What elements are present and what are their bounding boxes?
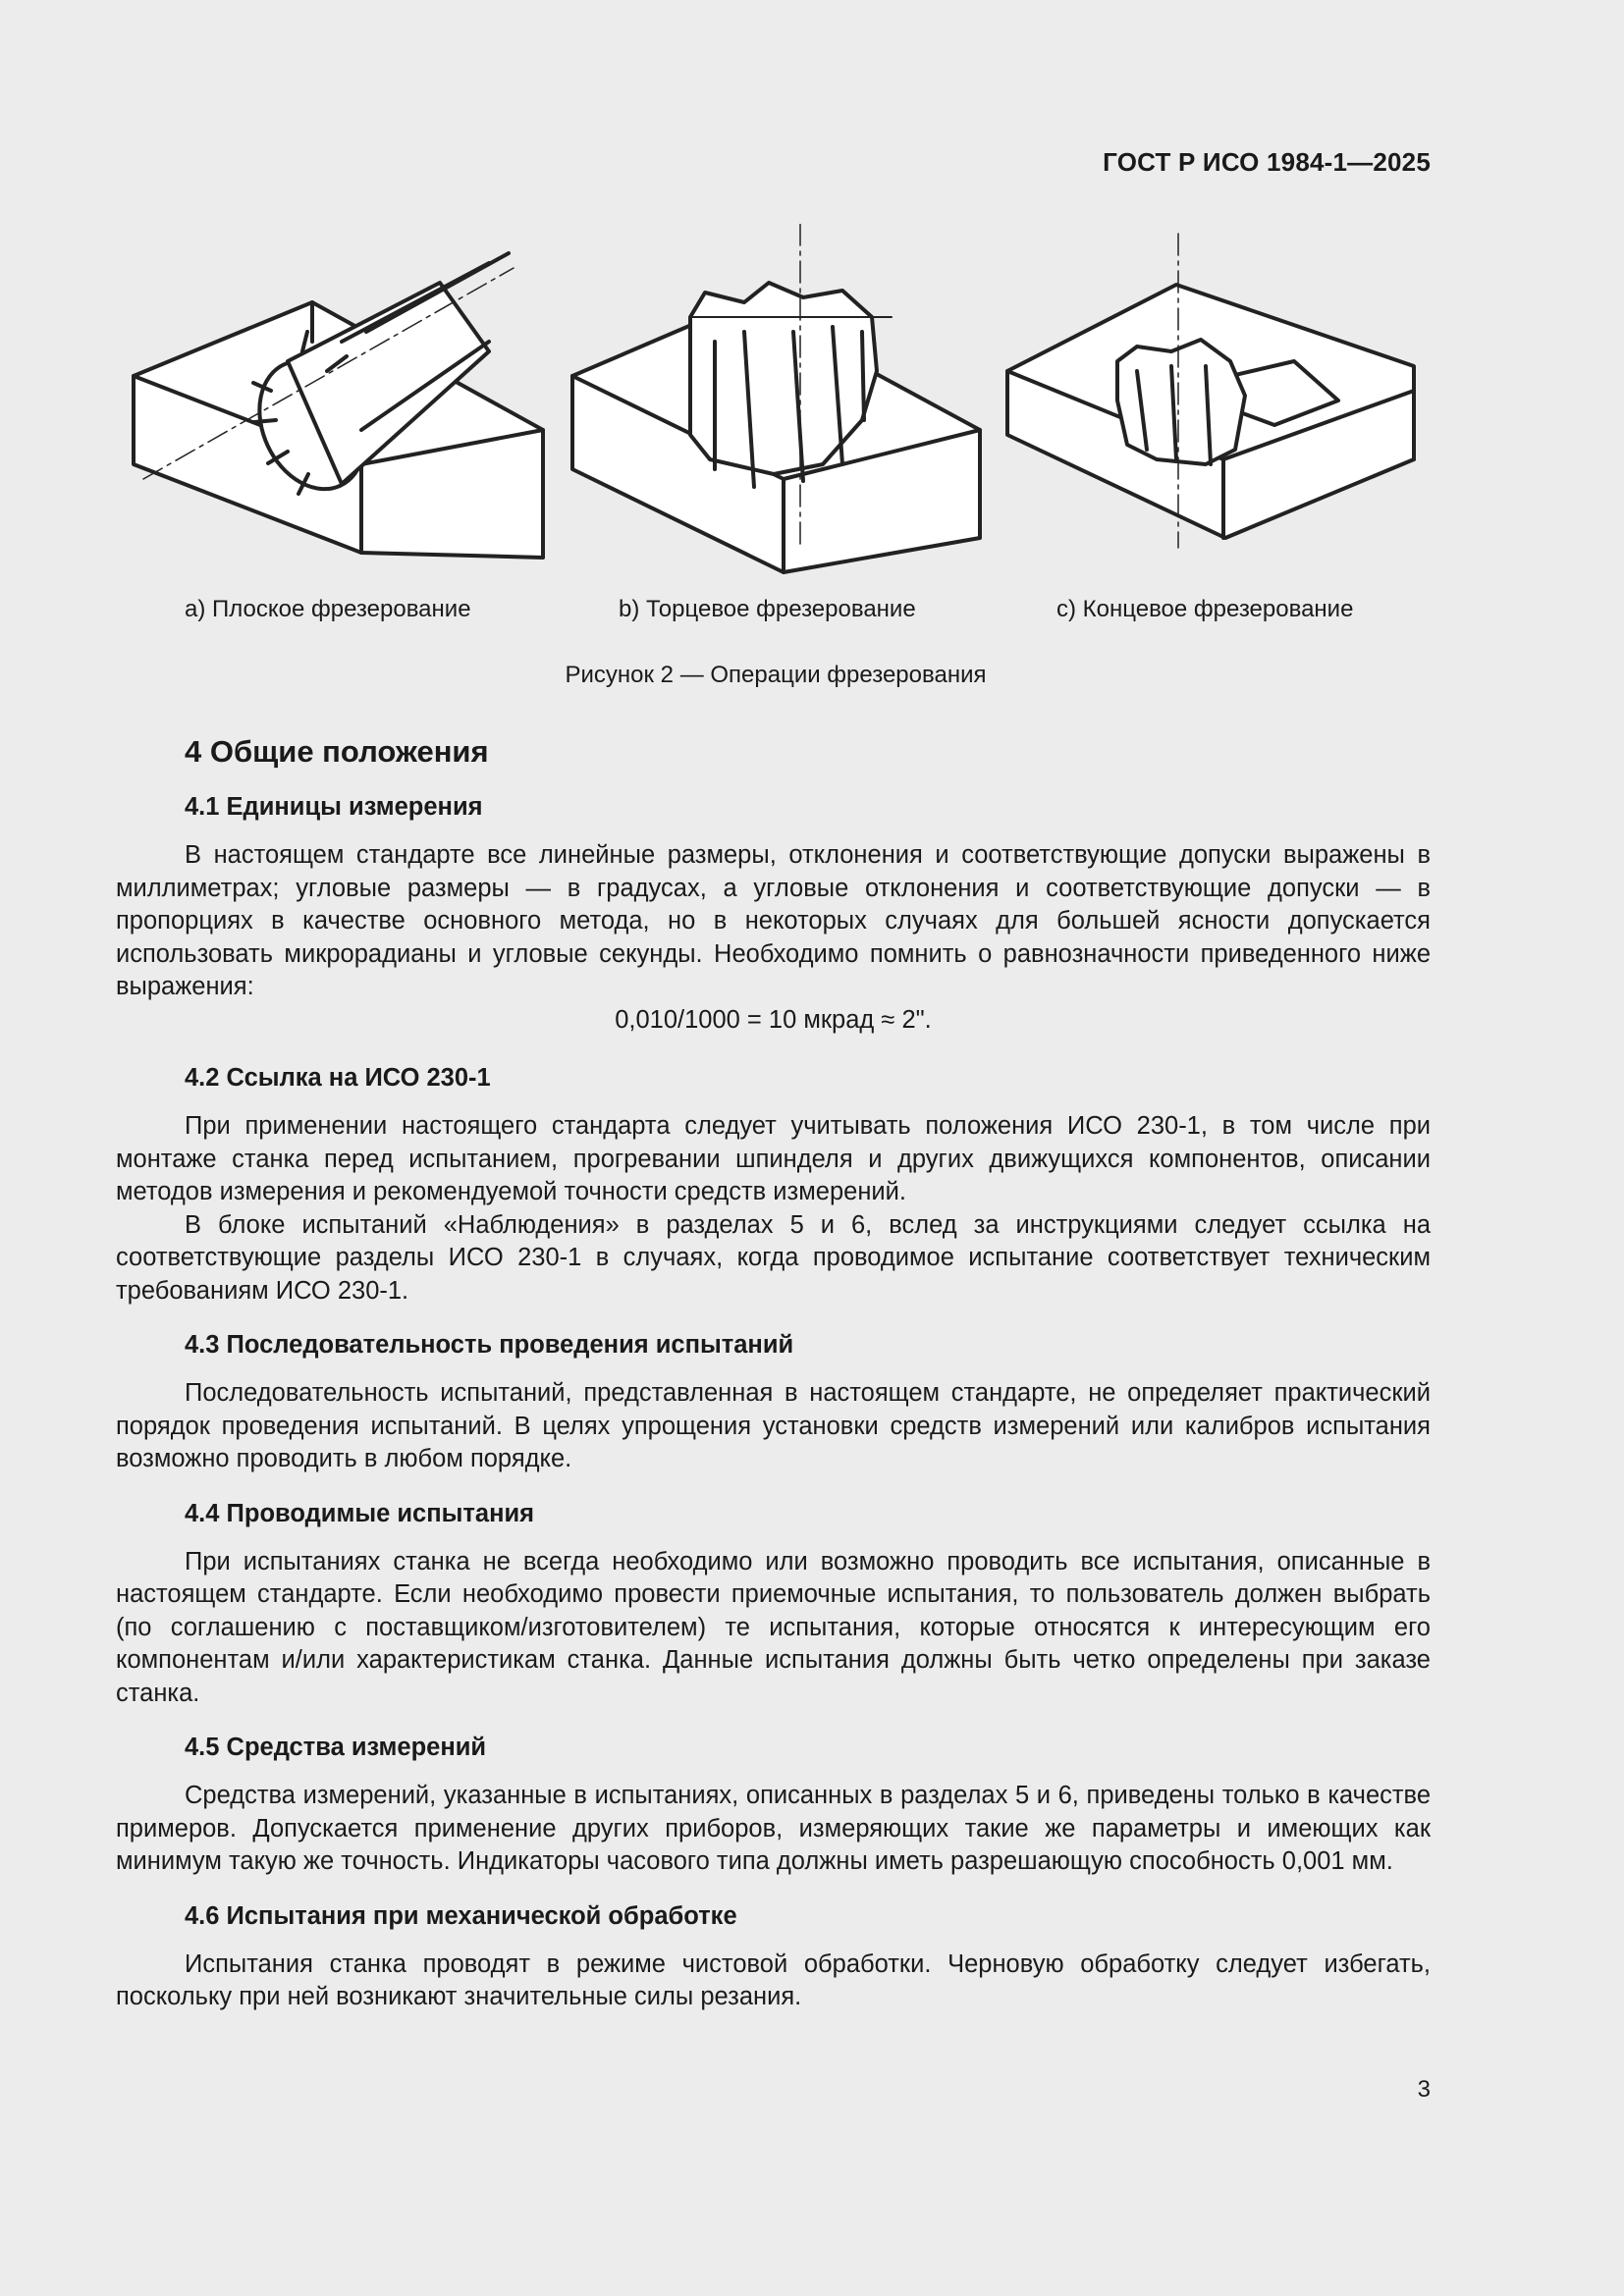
subsection-4-2 (116, 1062, 1431, 1308)
figure-title: Рисунок 2 — Операции фрезерования (565, 662, 987, 688)
paragraph: При применении настоящего стандарта следует учитывать положения ИСО 230-1, в том числе при монтаже станка перед испытанием, прогревании шпинделя и других движущихся компонентов, описании методов измерения и рекомендуемой точности средств измерений. (116, 1112, 1431, 1205)
caption-end-milling: c) Концевое фрезерование (1056, 596, 1354, 622)
caption-face-milling: b) Торцевое фрезерование (619, 596, 916, 622)
paragraph: Испытания станка проводят в режиме чистовой обработки. Черновую обработку следует избегать, поскольку при ней возникают значительные силы резания. (116, 1949, 1431, 2010)
caption-plain-milling: a) Плоское фрезерование (185, 596, 471, 622)
formula: 0,010/1000 = 10 мкрад ≈ 2". (615, 1005, 932, 1034)
document-body (116, 726, 1431, 2036)
end-milling-drawing (1007, 234, 1414, 548)
subsection-title: 4.5 Средства измерений (185, 1734, 487, 1761)
paragraph: При испытаниях станка не всегда необходимо или возможно проводить все испытания, описанные в настоящем стандарте. Если необходимо провести приемочные испытания, то пользователь должен выбрать (по соглашению с поставщиком/изготовителем) те испытания, которые относятся к интересующим его компонентам и/или характеристикам станка. Данные испытания должны быть четко определены при заказе станка. (116, 1547, 1431, 1707)
subsection-4-1 (116, 791, 1431, 1037)
figure-captions (116, 596, 1432, 629)
paragraph: Средства измерений, указанные в испытаниях, описанных в разделах 5 и 6, приведены только в качестве примеров. Допускается применение других приборов, измеряющих такие же параметры и имеющих как минимум такую же точность. Индикаторы часового типа должны иметь разрешающую способность 0,001 мм. (116, 1782, 1431, 1875)
subsection-title: 4.6 Испытания при механической обработке (185, 1901, 737, 1930)
subsection-title: 4.1 Единицы измерения (185, 793, 483, 821)
face-milling-drawing (572, 224, 980, 572)
subsection-4-4 (116, 1498, 1431, 1711)
subsection-4-5 (116, 1732, 1431, 1879)
page-number: 3 (1417, 2076, 1431, 2103)
plain-milling-drawing (134, 253, 543, 558)
subsection-4-3 (116, 1329, 1431, 1476)
subsection-4-6 (116, 1900, 1431, 2014)
subsection-title: 4.4 Проводимые испытания (185, 1499, 535, 1527)
subsection-title: 4.2 Ссылка на ИСО 230-1 (185, 1064, 491, 1092)
paragraph: В настоящем стандарте все линейные размеры, отклонения и соответствующие допуски выражены в миллиметрах; угловые размеры — в градусах, а угловые отклонения и соответствующие допуски — в пропорциях в качестве основного метода, но в некоторых случаях для большей ясности допускается использовать микрорадианы и угловые секунды. Необходимо помнить о равнозначности приведенного ниже выражения: (116, 841, 1431, 1000)
paragraph: Последовательность испытаний, представленная в настоящем стандарте, не определяет практический порядок проведения испытаний. В целях упрощения установки средств измерений или калибров испытания возможно проводить в любом порядке. (116, 1379, 1431, 1472)
paragraph: В блоке испытаний «Наблюдения» в разделах 5 и 6, вслед за инструкциями следует ссылка на соответствующие разделы ИСО 230-1 в случаях, когда проводимое испытание соответствует техническим требованиям ИСО 230-1. (116, 1210, 1431, 1305)
section-title: 4 Общие положения (185, 734, 489, 769)
document-id: ГОСТ Р ИСО 1984-1—2025 (1103, 147, 1431, 177)
milling-figure (116, 224, 1432, 577)
subsection-title: 4.3 Последовательность проведения испытаний (185, 1331, 794, 1359)
